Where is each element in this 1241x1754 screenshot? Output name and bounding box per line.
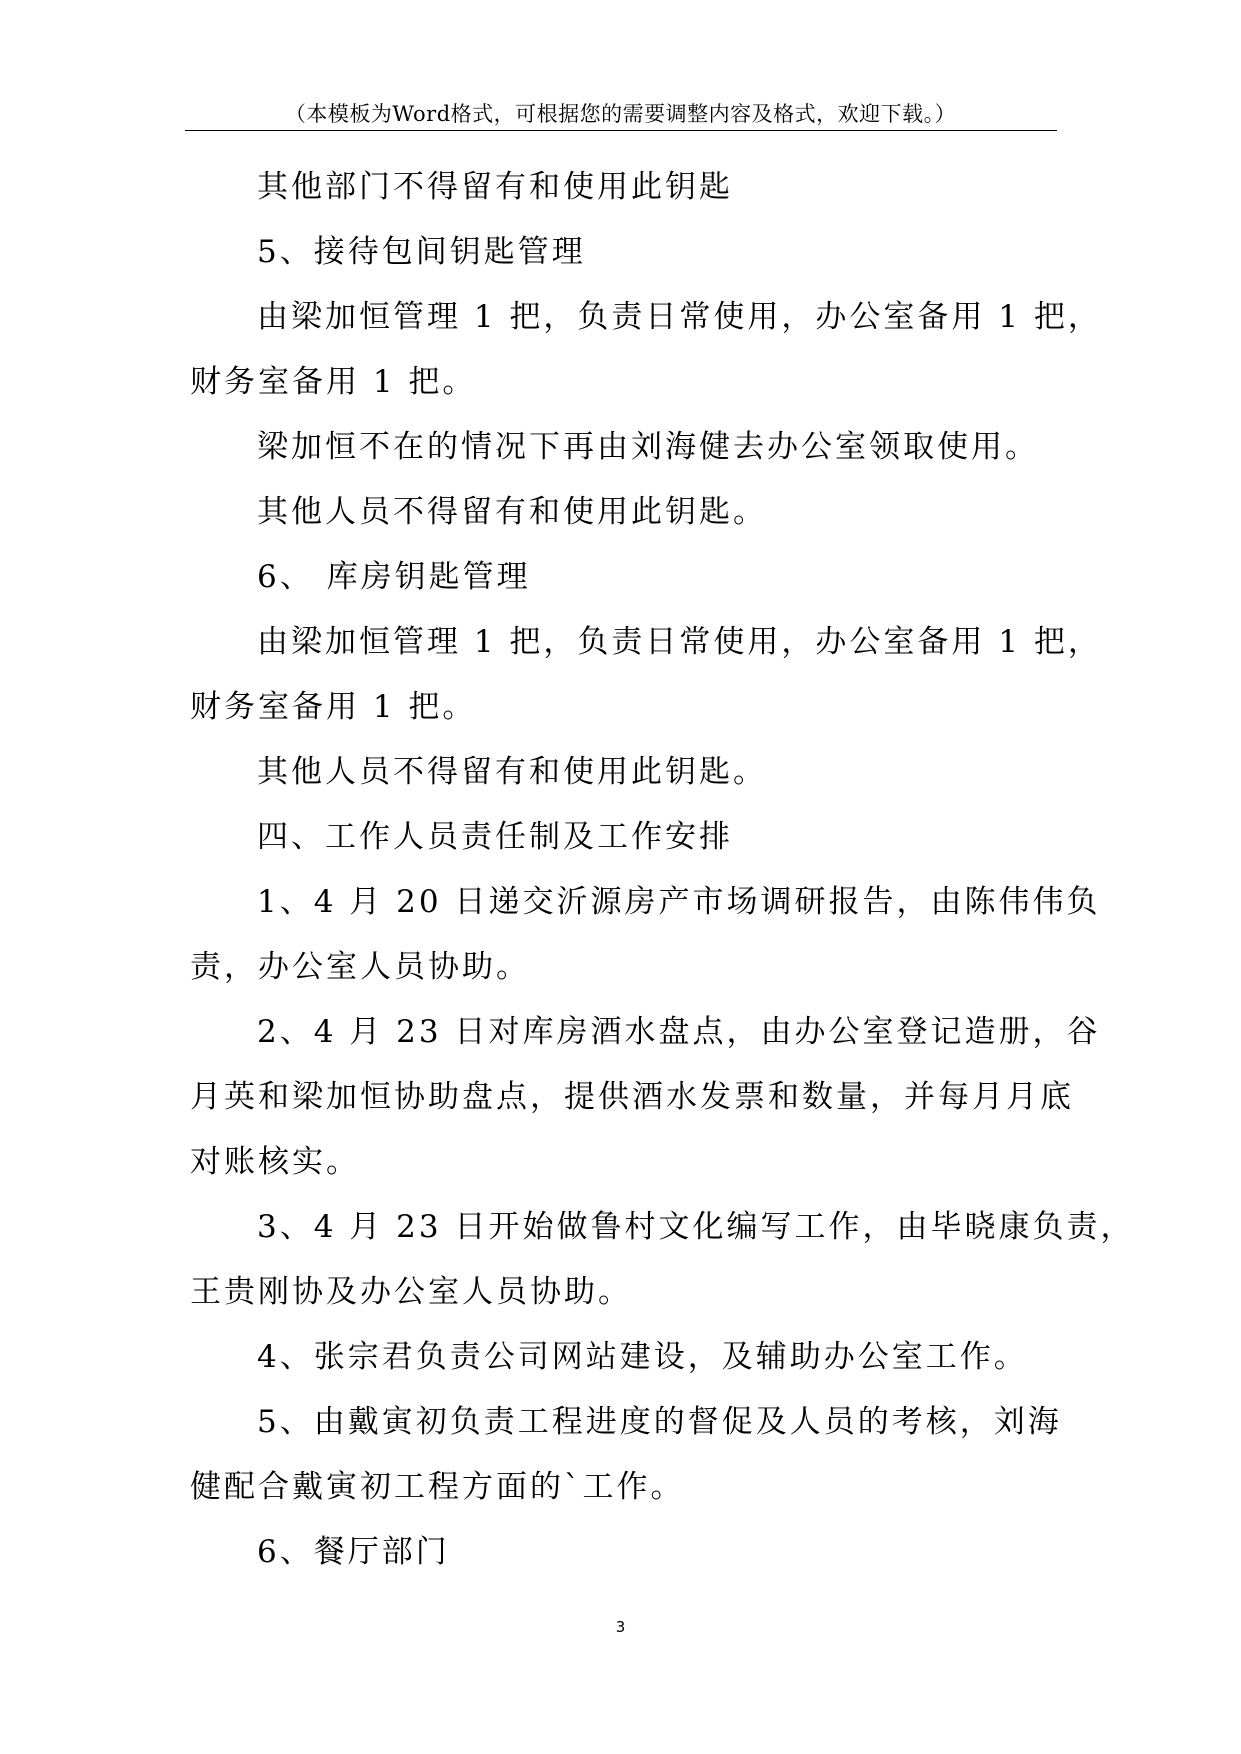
body-line: 其他人员不得留有和使用此钥匙。 (257, 754, 767, 790)
body-line: 四、工作人员责任制及工作安排 (257, 819, 733, 855)
body-line: 5、由戴寅初负责工程进度的督促及人员的考核，刘海 (257, 1404, 1062, 1440)
document-body (190, 155, 1135, 1585)
body-line: 4、张宗君负责公司网站建设，及辅助办公室工作。 (257, 1339, 1028, 1375)
header-note: （本模板为Word格式，可根据您的需要调整内容及格式，欢迎下载。） (284, 102, 957, 126)
body-line: 其他人员不得留有和使用此钥匙。 (257, 494, 767, 530)
body-line: 6、 库房钥匙管理 (257, 559, 531, 595)
body-line: 2、4 月 23 日对库房酒水盘点，由办公室登记造册，谷 (257, 1014, 1101, 1050)
body-line: 月英和梁加恒协助盘点，提供酒水发票和数量，并每月月底 (190, 1079, 1074, 1115)
page-number: 3 (615, 1618, 626, 1636)
body-line: 财务室备用 1 把。 (190, 689, 477, 725)
body-line: 5、接待包间钥匙管理 (257, 234, 586, 270)
header-rule (185, 130, 1057, 131)
body-line: 1、4 月 20 日递交沂源房产市场调研报告，由陈伟伟负 (257, 884, 1101, 920)
body-line: 责，办公室人员协助。 (190, 949, 530, 985)
body-line: 6、餐厅部门 (257, 1534, 450, 1570)
body-line: 梁加恒不在的情况下再由刘海健去办公室领取使用。 (257, 429, 1039, 465)
body-line: 其他部门不得留有和使用此钥匙 (257, 169, 733, 205)
body-line: 财务室备用 1 把。 (190, 364, 477, 400)
body-line: 对账核实。 (190, 1144, 360, 1180)
body-line: 由梁加恒管理 1 把，负责日常使用，办公室备用 1 把， (257, 624, 1102, 660)
body-line: 王贵刚协及办公室人员协助。 (190, 1274, 632, 1310)
body-line: 健配合戴寅初工程方面的`工作。 (190, 1469, 685, 1505)
body-line: 由梁加恒管理 1 把，负责日常使用，办公室备用 1 把， (257, 299, 1102, 335)
body-line: 3、4 月 23 日开始做鲁村文化编写工作，由毕晓康负责， (257, 1209, 1135, 1245)
